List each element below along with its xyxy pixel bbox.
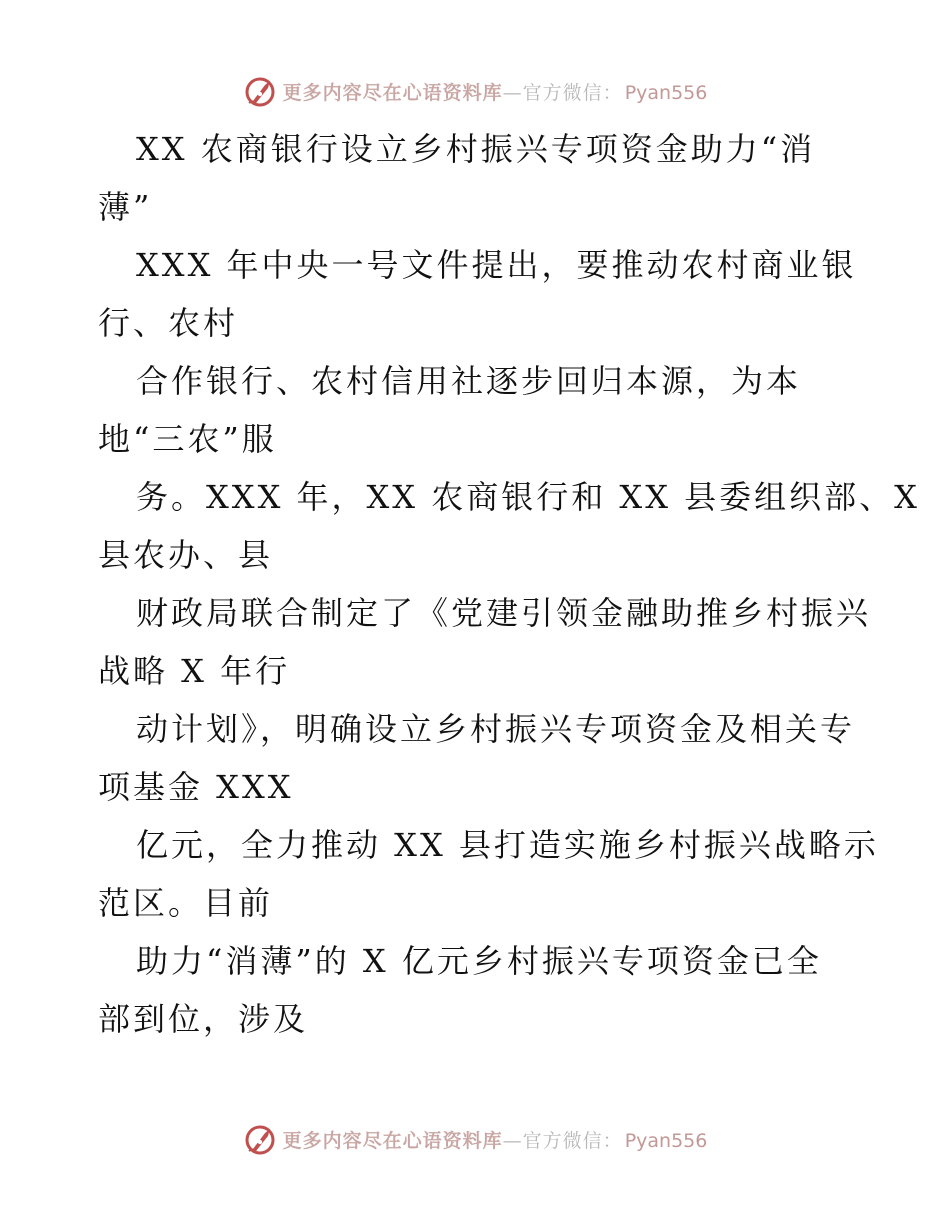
header-banner xyxy=(0,71,950,111)
paragraph-line: 亿元，全力推动 XX 县打造实施乡村振兴战略示 xyxy=(136,826,879,864)
title-line-2: 薄” xyxy=(98,188,153,226)
document-body xyxy=(98,120,920,1048)
wechat-id: Pyan556 xyxy=(624,1129,708,1152)
paragraph-line: 助力“消薄”的 X 亿元乡村振兴专项资金已全 xyxy=(136,942,822,980)
paragraph-line: 务。XXX 年，XX 农商银行和 XX 县委组织部、X xyxy=(136,478,920,516)
wechat-id: Pyan556 xyxy=(624,81,708,104)
paragraph-line: 部到位，涉及 xyxy=(98,1000,309,1038)
paragraph-line: 县农办、县 xyxy=(98,536,274,574)
paragraph-line: 范区。目前 xyxy=(98,884,274,922)
wechat-label: —官方微信： xyxy=(502,1129,623,1152)
title-line-1: XX 农商银行设立乡村振兴专项资金助力“消 xyxy=(136,130,816,168)
site-name: 更多内容尽在心语资料库 xyxy=(282,1129,503,1152)
site-name: 更多内容尽在心语资料库 xyxy=(282,81,503,104)
paragraph-line: 项基金 XXX xyxy=(98,768,294,806)
paragraph-line: XXX 年中央一号文件提出，要推动农村商业银 xyxy=(136,246,857,284)
paragraph-line: 地“三农”服 xyxy=(98,420,277,458)
paragraph-line: 财政局联合制定了《党建引领金融助推乡村振兴 xyxy=(136,594,872,632)
pen-nib-circle-logo-icon xyxy=(243,73,279,109)
paragraph-line: 合作银行、农村信用社逐步回归本源，为本 xyxy=(136,362,802,400)
paragraph-line: 战略 X 年行 xyxy=(98,652,291,690)
paragraph-line: 行、农村 xyxy=(98,304,239,342)
footer-banner xyxy=(0,1119,950,1159)
paragraph-line: 动计划》，明确设立乡村振兴专项资金及相关专 xyxy=(136,710,856,748)
wechat-label: —官方微信： xyxy=(502,81,623,104)
pen-nib-circle-logo-icon xyxy=(243,1121,279,1157)
